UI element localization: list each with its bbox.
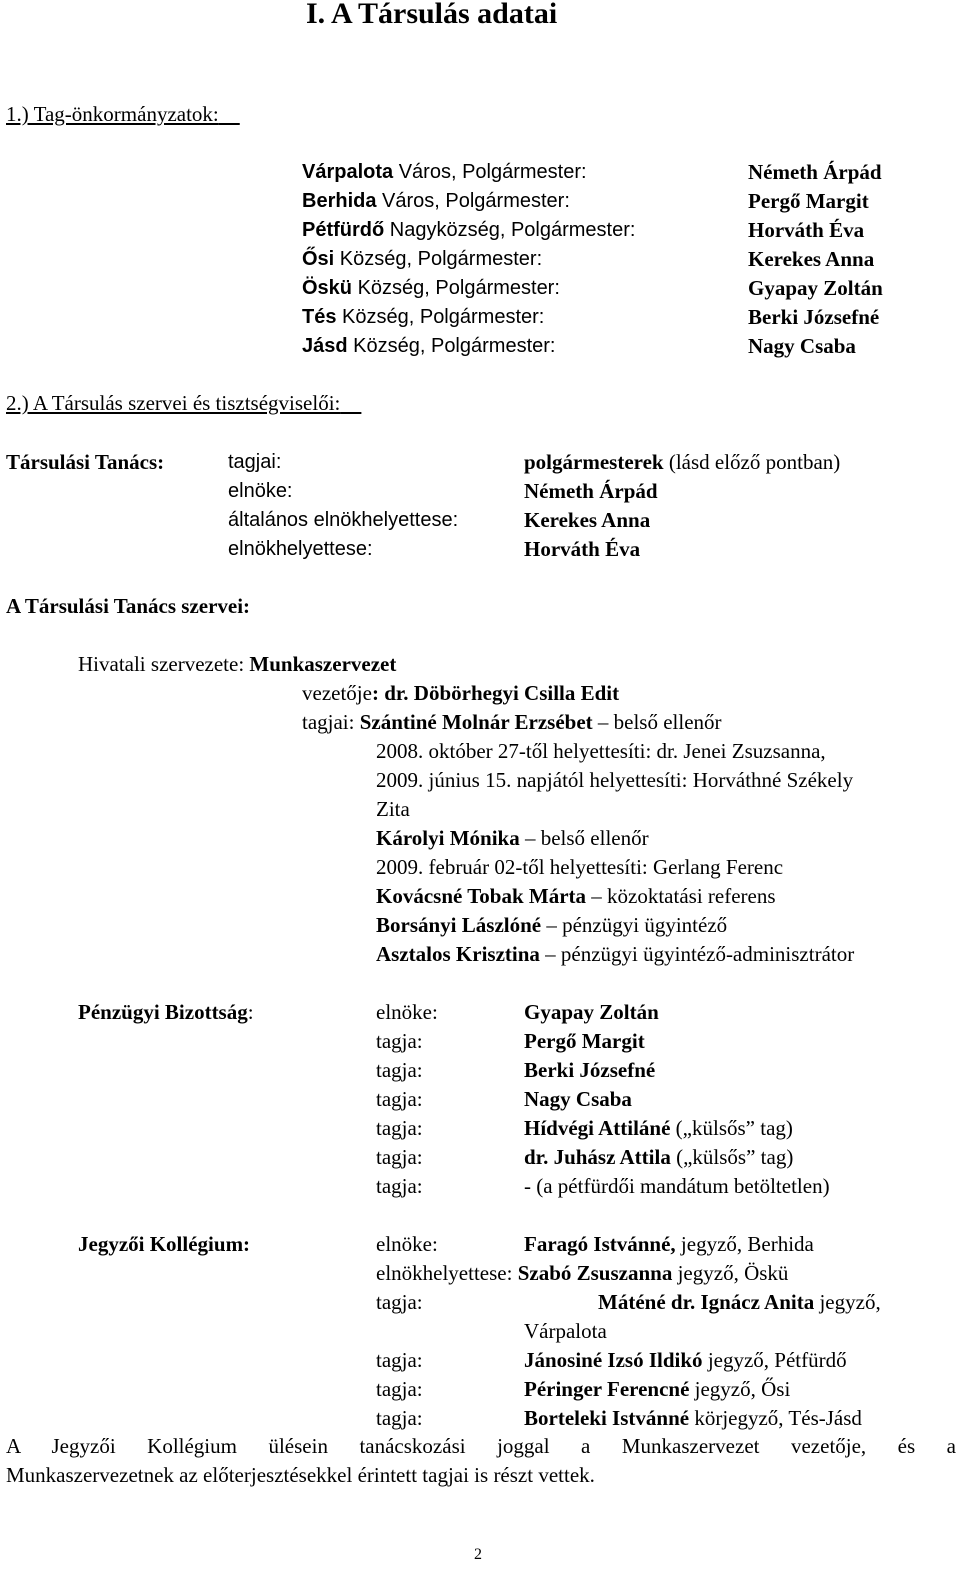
municipality-row	[302, 274, 560, 303]
municipality-role: Város, Polgármester:	[393, 161, 587, 183]
office-member-1: tagjai: Szántiné Molnár Erzsébet – belső ellenőr	[302, 710, 722, 734]
mayor-name	[748, 245, 874, 274]
notary-label: Jegyzői Kollégium:	[78, 1232, 251, 1256]
notary-member-1: Faragó Istvánné, jegyző, Berhida	[524, 1232, 814, 1256]
municipality-name: Ősi	[302, 248, 335, 270]
municipality-row	[302, 187, 570, 216]
council-role-text: általános elnökhelyettese:	[228, 509, 459, 531]
municipality-role: Község, Polgármester:	[334, 248, 543, 270]
municipality-role: Város, Polgármester:	[376, 190, 570, 212]
council-role-text: tagjai:	[228, 451, 282, 473]
municipality-name: Öskü	[302, 277, 353, 299]
council-member	[524, 448, 840, 477]
closing-paragraph	[6, 1432, 956, 1490]
finance-member-name: Gyapay Zoltán	[524, 1000, 659, 1024]
municipality-name: Jásd	[302, 335, 348, 357]
mayor-name	[748, 303, 879, 332]
finance-role-text: tagja:	[376, 1174, 423, 1198]
office-line: Hivatali szervezete: Munkaszervezet	[78, 652, 397, 676]
finance-member	[524, 1143, 793, 1172]
municipality-name: Várpalota	[302, 161, 394, 183]
municipality-name: Pétfürdő	[302, 219, 385, 241]
council-role	[228, 535, 373, 564]
finance-member-note: („külsős” tag)	[670, 1145, 794, 1169]
section1-heading: 1.) Tag-önkormányzatok:	[6, 102, 219, 126]
section2-heading: 2.) A Társulás szervei és tisztségviselői:	[6, 391, 341, 415]
notary-member-4: Jánosiné Izsó Ildikó jegyző, Pétfürdő	[524, 1348, 847, 1372]
notary-role-1: elnöke:	[376, 1232, 438, 1256]
mayor-name-text: Németh Árpád	[748, 160, 882, 184]
mayor-name-text: Gyapay Zoltán	[748, 276, 883, 300]
mayor-name-text: Kerekes Anna	[748, 247, 875, 271]
notary-member-3-city: Várpalota	[524, 1319, 607, 1343]
finance-member	[524, 1027, 645, 1056]
council-member-name: Horváth Éva	[524, 537, 641, 561]
finance-role-text: elnöke:	[376, 1000, 438, 1024]
municipality-role: Község, Polgármester:	[352, 277, 560, 299]
office-member-3: Kovácsné Tobak Márta – közoktatási referens	[376, 884, 776, 908]
council-role	[228, 448, 281, 477]
office-member-4: Borsányi Lászlóné – pénzügyi ügyintéző	[376, 913, 728, 937]
mayor-name	[748, 216, 864, 245]
finance-role-text: tagja:	[376, 1116, 423, 1140]
finance-role-text: tagja:	[376, 1029, 423, 1053]
finance-role	[376, 1143, 423, 1172]
council-member	[524, 477, 658, 506]
municipality-row	[302, 332, 555, 361]
municipality-name: Berhida	[302, 190, 377, 212]
finance-member-name: Hídvégi Attiláné	[524, 1116, 671, 1140]
municipality-name: Tés	[302, 306, 337, 328]
council-role-text: elnökhelyettese:	[228, 538, 373, 560]
finance-member-name: dr. Juhász Attila	[524, 1145, 671, 1169]
mayor-name-text: Nagy Csaba	[748, 334, 856, 358]
finance-label: Pénzügyi Bizottság:	[78, 1000, 254, 1024]
page-title: I. A Társulás adatai	[306, 0, 558, 30]
municipality-row	[302, 216, 635, 245]
closing-line-2: Munkaszervezetnek az előterjesztésekkel érintett tagjai is részt vettek.	[6, 1463, 595, 1487]
municipality-row	[302, 303, 544, 332]
council-member-name: Németh Árpád	[524, 479, 658, 503]
mayor-name	[748, 187, 869, 216]
municipality-role: Község, Polgármester:	[347, 335, 556, 357]
council-member-note: (lásd előző pontban)	[663, 450, 841, 474]
finance-member	[524, 1056, 655, 1085]
finance-member-name: Pergő Margit	[524, 1029, 645, 1053]
council-role-text: elnöke:	[228, 480, 293, 502]
mayor-name	[748, 274, 883, 303]
finance-role	[376, 1085, 423, 1114]
council-role	[228, 506, 458, 535]
notary-role-6: tagja:	[376, 1406, 423, 1430]
municipality-row	[302, 158, 587, 187]
finance-role	[376, 1114, 423, 1143]
council-member	[524, 535, 640, 564]
office-member-1-note-1: 2008. október 27-től helyettesíti: dr. Jenei Zsuzsanna,	[376, 739, 826, 763]
notary-member-3: Máténé dr. Ignácz Anita jegyző,	[598, 1290, 881, 1314]
municipality-role: Község, Polgármester:	[336, 306, 545, 328]
notary-member-5: Péringer Ferencné jegyző, Ősi	[524, 1377, 791, 1401]
finance-role	[376, 1056, 423, 1085]
notary-role-4: tagja:	[376, 1348, 423, 1372]
finance-role	[376, 1172, 423, 1201]
finance-role	[376, 1027, 423, 1056]
office-member-1-note-2: 2009. június 15. napjától helyettesíti: Horváthné Székely	[376, 768, 854, 792]
municipality-row	[302, 245, 542, 274]
finance-member-name: Nagy Csaba	[524, 1087, 632, 1111]
finance-member-note: („külsős” tag)	[670, 1116, 793, 1140]
council-label: Társulási Tanács:	[6, 450, 165, 474]
notary-member-2: elnökhelyettese: Szabó Zsuszanna jegyző, Öskü	[376, 1261, 789, 1285]
finance-role-text: tagja:	[376, 1145, 423, 1169]
finance-role-text: tagja:	[376, 1087, 423, 1111]
office-member-1-note-3: Zita	[376, 797, 410, 821]
notary-role-3: tagja:	[376, 1290, 423, 1314]
council-role	[228, 477, 293, 506]
finance-member	[524, 1114, 793, 1143]
finance-member-name: Berki Józsefné	[524, 1058, 656, 1082]
council-member	[524, 506, 650, 535]
municipality-role: Nagyközség, Polgármester:	[384, 219, 636, 241]
mayor-name-text: Pergő Margit	[748, 189, 869, 213]
office-member-2-note: 2009. február 02-től helyettesíti: Gerlang Ferenc	[376, 855, 784, 879]
mayor-name	[748, 332, 856, 361]
council-member-name: polgármesterek	[524, 450, 664, 474]
notary-role-5: tagja:	[376, 1377, 423, 1401]
mayor-name-text: Horváth Éva	[748, 218, 865, 242]
office-member-5: Asztalos Krisztina – pénzügyi ügyintéző-adminisztrátor	[376, 942, 855, 966]
office-member-2: Károlyi Mónika – belső ellenőr	[376, 826, 649, 850]
mayor-name	[748, 158, 882, 187]
mayor-name-text: Berki Józsefné	[748, 305, 880, 329]
office-leader: vezetője: dr. Döbörhegyi Csilla Edit	[302, 681, 620, 705]
finance-member	[524, 1085, 632, 1114]
finance-member	[524, 998, 659, 1027]
closing-line-1: A Jegyzői Kollégium ülésein tanácskozási joggal a Munkaszervezet vezetője, és a	[6, 1434, 956, 1458]
finance-member-note: - (a pétfürdői mandátum betöltetlen)	[524, 1174, 830, 1198]
council-member-name: Kerekes Anna	[524, 508, 651, 532]
finance-member	[524, 1172, 830, 1201]
page-number: 2	[474, 1546, 482, 1563]
notary-member-6: Borteleki Istvánné körjegyző, Tés-Jásd	[524, 1406, 862, 1430]
organs-label: A Társulási Tanács szervei:	[6, 594, 251, 618]
finance-role-text: tagja:	[376, 1058, 423, 1082]
finance-role	[376, 998, 438, 1027]
